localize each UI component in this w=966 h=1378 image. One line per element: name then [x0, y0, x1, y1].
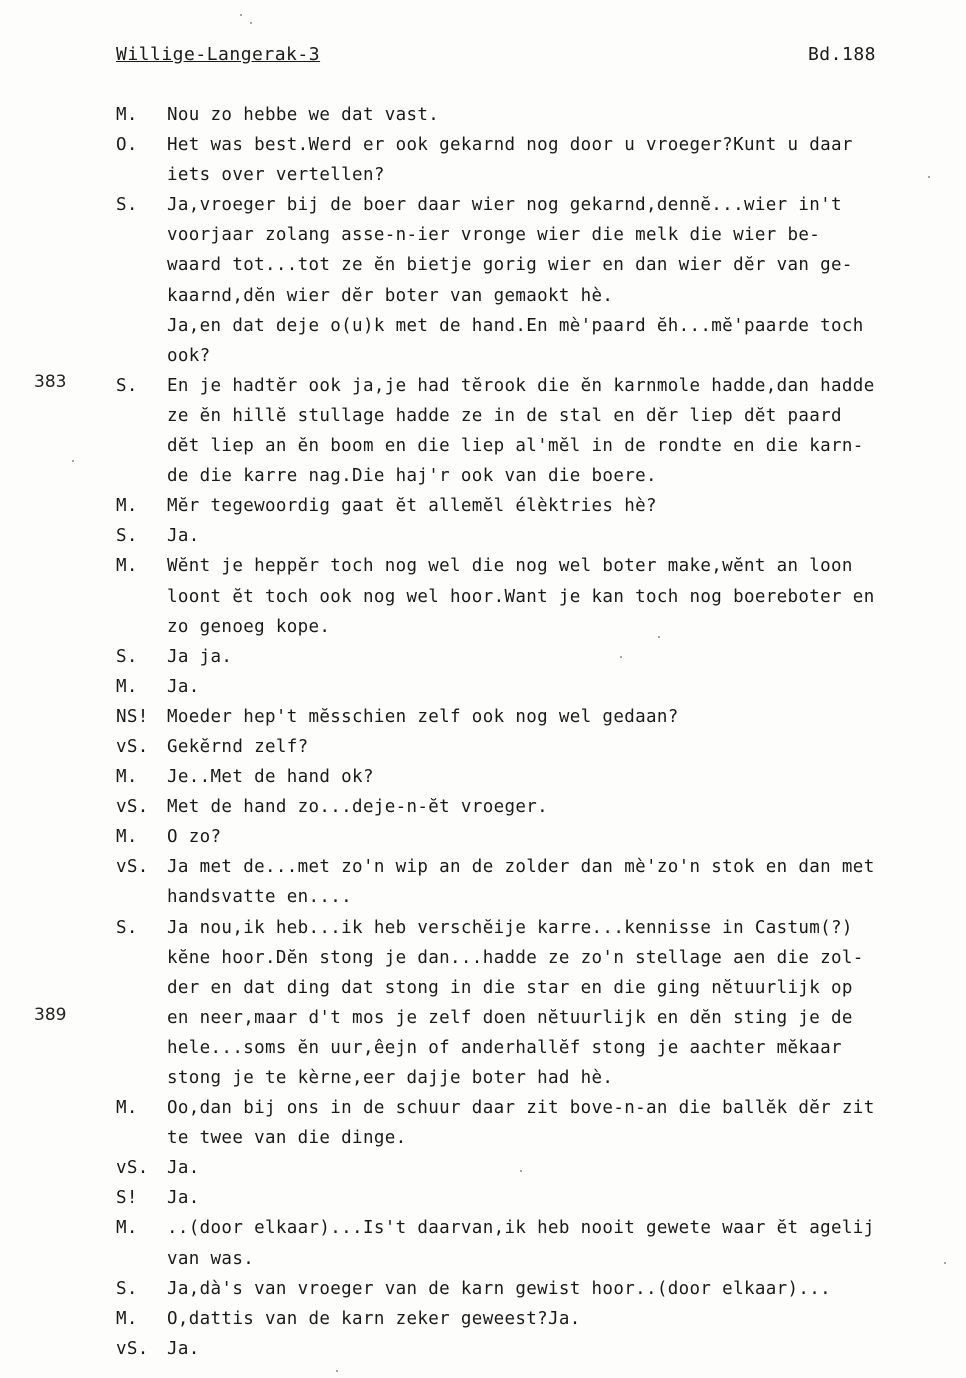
utterance	[167, 822, 966, 852]
utterance-line: voorjaar zolang asse-n-ier vronge wier die melk die wier be-	[167, 225, 821, 246]
utterance-line: Ja,en dat deje o(u)k met de hand.En mè'paard ĕh...mĕ'paarde toch	[167, 315, 864, 336]
utterance	[167, 100, 966, 130]
utterance	[167, 702, 966, 732]
page-reference: Bd.188	[807, 44, 876, 65]
utterance-line: Mĕr tegewoordig gaat ĕt allemĕl élèktries hè?	[167, 496, 657, 517]
speaker-label: vS.	[116, 857, 149, 878]
transcript-turn	[116, 1183, 966, 1213]
speaker-label: S!	[116, 1188, 138, 1209]
utterance-line: iets over vertellen?	[167, 165, 385, 186]
utterance	[167, 1274, 966, 1304]
document-title: Willige-Langerak-3	[116, 44, 321, 65]
speaker-label: vS.	[116, 1338, 149, 1359]
utterance-line: der en dat ding dat stong in die star en die ging nĕtuurlijk op	[167, 977, 853, 998]
utterance	[167, 672, 966, 702]
utterance-line: de die karre nag.Die haj'r ook van die boere.	[167, 466, 657, 487]
utterance-line: O zo?	[167, 827, 222, 848]
transcript-turn	[116, 672, 966, 702]
utterance-line: en neer,maar d't mos je zelf doen nĕtuurlijk en dĕn sting je de	[167, 1007, 853, 1028]
utterance	[167, 1183, 966, 1213]
utterance	[167, 190, 966, 310]
transcript-turn	[116, 521, 966, 551]
utterance-line: van was.	[167, 1248, 255, 1269]
transcript-turn	[116, 551, 966, 641]
utterance-line: ..(door elkaar)...Is't daarvan,ik heb nooit gewete waar ĕt agelij	[167, 1218, 875, 1239]
paper-speck	[250, 22, 252, 24]
utterance	[167, 1334, 966, 1364]
paper-speck	[72, 460, 74, 462]
transcript-turn	[116, 913, 966, 1094]
speaker-label: S.	[116, 646, 138, 667]
utterance-line: Ja.	[167, 1188, 200, 1209]
page-header	[116, 44, 876, 72]
utterance-line: En je hadtĕr ook ja,je had tĕrook die ĕn karnmole hadde,dan hadde	[167, 375, 875, 396]
speaker-label: S.	[116, 917, 138, 938]
speaker-label: M.	[116, 1218, 138, 1239]
speaker-label: NS!	[116, 706, 149, 727]
utterance-line: kĕne hoor.Dĕn stong je dan...hadde ze zo'n stellage aen die zol-	[167, 947, 864, 968]
transcript-turn	[116, 1274, 966, 1304]
utterance-line: Ja met de...met zo'n wip an de zolder dan mè'zo'n stok en dan met	[167, 857, 875, 878]
transcript-turn	[116, 190, 966, 310]
utterance-line: te twee van die dinge.	[167, 1128, 407, 1149]
utterance	[167, 491, 966, 521]
utterance	[167, 852, 966, 912]
transcript-turn	[116, 1093, 966, 1153]
margin-line-number: 389	[34, 1005, 67, 1025]
utterance	[167, 1093, 966, 1153]
transcript-turn	[116, 1213, 966, 1273]
transcript-turn	[116, 762, 966, 792]
transcript-turn	[116, 822, 966, 852]
margin-line-number: 383	[34, 372, 67, 392]
utterance-line: Ja.	[167, 676, 200, 697]
utterance	[167, 371, 966, 491]
speaker-label: M.	[116, 496, 138, 517]
utterance-line: Ja.	[167, 1338, 200, 1359]
speaker-label: vS.	[116, 797, 149, 818]
utterance	[167, 1153, 966, 1183]
paper-speck	[240, 14, 242, 16]
utterance	[167, 792, 966, 822]
transcript-turn	[116, 702, 966, 732]
utterance-line: Gekĕrnd zelf?	[167, 736, 309, 757]
utterance-line: Met de hand zo...deje-n-ĕt vroeger.	[167, 797, 549, 818]
utterance	[167, 762, 966, 792]
utterance	[167, 642, 966, 672]
utterance-line: Je..Met de hand ok?	[167, 767, 374, 788]
speaker-label: M.	[116, 1308, 138, 1329]
utterance	[167, 521, 966, 551]
speaker-label: S.	[116, 375, 138, 396]
utterance-line: handsvatte en....	[167, 887, 353, 908]
transcript-turn	[116, 732, 966, 762]
utterance-line: waard tot...tot ze ĕn bietje gorig wier en dan wier dĕr van ge-	[167, 255, 853, 276]
transcript-turn	[116, 642, 966, 672]
speaker-label: vS.	[116, 1158, 149, 1179]
utterance-line: loont ĕt toch ook nog wel hoor.Want je kan toch nog boereboter en	[167, 586, 875, 607]
speaker-label: O.	[116, 135, 138, 156]
utterance-line: Ja,vroeger bij de boer daar wier nog gekarnd,dennĕ...wier in't	[167, 195, 842, 216]
transcript-turn	[116, 491, 966, 521]
utterance	[167, 913, 966, 1094]
speaker-label: vS.	[116, 736, 149, 757]
transcript-body	[116, 100, 966, 1364]
utterance-line: zo genoeg kope.	[167, 616, 331, 637]
utterance	[167, 551, 966, 641]
transcript-turn	[116, 852, 966, 912]
utterance	[167, 1304, 966, 1334]
speaker-label: M.	[116, 556, 138, 577]
speaker-label: S.	[116, 1278, 138, 1299]
speaker-label	[116, 311, 167, 371]
utterance-line: stong je te kèrne,eer dajje boter had hè.	[167, 1068, 614, 1088]
utterance-line: ook?	[167, 345, 211, 366]
utterance	[167, 311, 966, 371]
speaker-label: S.	[116, 526, 138, 547]
utterance	[167, 130, 966, 190]
transcript-turn	[116, 1334, 966, 1364]
utterance-line: Oo,dan bij ons in de schuur daar zit bove-n-an die ballĕk dĕr zit	[167, 1098, 875, 1119]
speaker-label: M.	[116, 1098, 138, 1119]
transcript-turn	[116, 1304, 966, 1334]
transcript-turn	[116, 792, 966, 822]
speaker-label: S.	[116, 195, 138, 216]
transcript-turn	[116, 100, 966, 130]
transcript-turn	[116, 311, 966, 371]
utterance-line: Nou zo hebbe we dat vast.	[167, 105, 440, 125]
utterance-line: dĕt liep an ĕn boom en die liep al'mĕl in de rondte en die karn-	[167, 436, 864, 457]
speaker-label: M.	[116, 676, 138, 697]
transcript-turn	[116, 1153, 966, 1183]
utterance-line: Moeder hep't mĕsschien zelf ook nog wel gedaan?	[167, 706, 679, 727]
transcript-turn	[116, 371, 966, 491]
utterance-line: Ja nou,ik heb...ik heb verschĕije karre...kennisse in Castum(?)	[167, 917, 853, 938]
utterance-line: kaarnd,dĕn wier dĕr boter van gemaokt hè.	[167, 285, 614, 306]
speaker-label: M.	[116, 767, 138, 788]
utterance-line: Ja ja.	[167, 646, 233, 667]
utterance-line: Ja.	[167, 1158, 200, 1179]
utterance-line: ze ĕn hillĕ stullage hadde ze in de stal en dĕr liep dĕt paard	[167, 405, 842, 426]
utterance-line: Het was best.Werd er ook gekarnd nog door u vroeger?Kunt u daar	[167, 135, 853, 156]
utterance-line: O,dattis van de karn zeker geweest?Ja.	[167, 1308, 581, 1329]
speaker-label: M.	[116, 105, 138, 125]
paper-speck	[336, 1370, 338, 1372]
utterance	[167, 732, 966, 762]
utterance-line: Ja,dà's van vroeger van de karn gewist hoor..(door elkaar)...	[167, 1278, 832, 1299]
utterance-line: Ja.	[167, 526, 200, 547]
utterance	[167, 1213, 966, 1273]
transcript-turn	[116, 130, 966, 190]
utterance-line: Wĕnt je heppĕr toch nog wel die nog wel boter make,wĕnt an loon	[167, 556, 853, 577]
speaker-label: M.	[116, 827, 138, 848]
utterance-line: hele...soms ĕn uur,êejn of anderhallĕf stong je aachter mĕkaar	[167, 1037, 842, 1058]
